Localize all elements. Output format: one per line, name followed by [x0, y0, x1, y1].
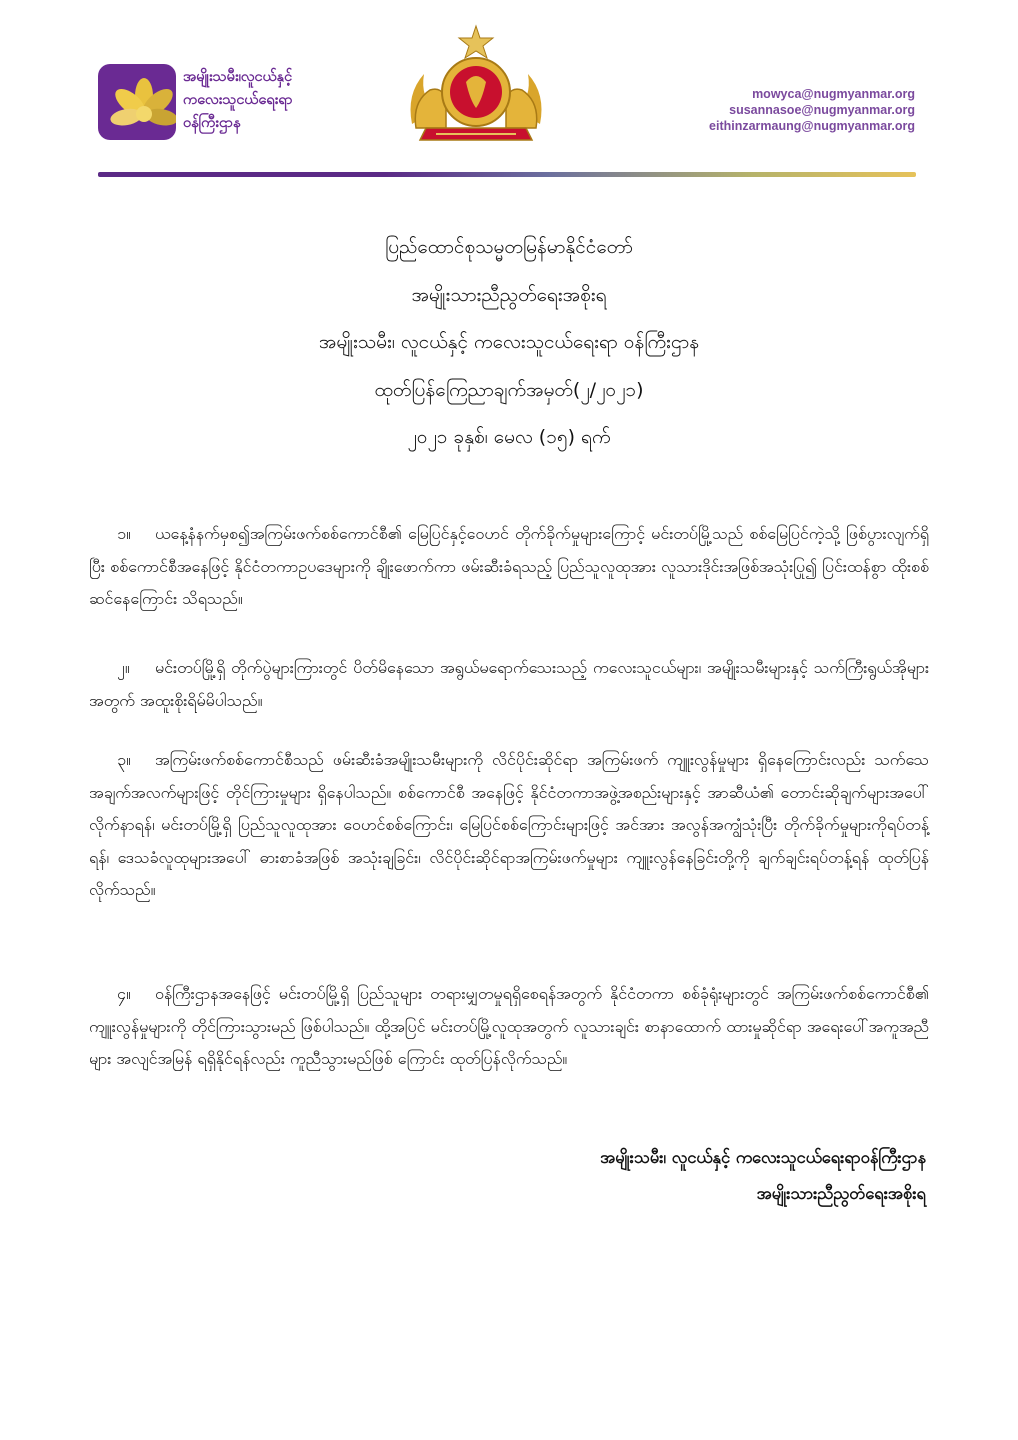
ministry-name	[183, 66, 333, 135]
signature-government: အမျိုးသားညီညွတ်ရေးအစိုးရ	[756, 1184, 926, 1203]
paragraph-2	[89, 652, 929, 717]
paragraph-3	[89, 744, 929, 907]
statement-title-block	[0, 224, 1018, 462]
paragraph-number: ၃။	[117, 750, 131, 769]
header-divider	[98, 172, 916, 177]
state-seal-emblem-icon	[402, 24, 550, 146]
lotus-flower-logo-icon	[98, 64, 176, 140]
email-address: mowyca@nugmyanmar.org	[752, 87, 915, 101]
paragraph-number: ၁။	[117, 524, 131, 543]
paragraph-4	[89, 978, 929, 1076]
signature-block	[600, 1140, 926, 1212]
statement-number: ထုတ်ပြန်ကြေညာချက်အမှတ်(၂/၂၀၂၁)	[374, 378, 644, 401]
email-address: eithinzarmaung@nugmyanmar.org	[709, 119, 915, 133]
paragraph-text: မင်းတပ်မြို့ရှိ တိုက်ပွဲများကြားတွင် ပိတ်မိနေသော အရွယ်မရောက်သေးသည့် ကလေးသူငယ်များ၊ အမျိုးသမီးများနှင့် သက်ကြီးရွယ်အိုများ အတွက် အထူးစိုးရိမ်မိပါသည်။	[89, 658, 929, 710]
government-name: အမျိုးသားညီညွတ်ရေးအစိုးရ	[411, 283, 607, 306]
ministry-name-line: အမျိုးသမီး၊လူငယ်နှင့်	[183, 69, 293, 85]
contact-emails	[709, 86, 915, 134]
ministry-name-line: ဝန်ကြီးဌာန	[183, 115, 241, 131]
paragraph-text: ယနေ့နံနက်မှစ၍အကြမ်းဖက်စစ်ကောင်စီ၏ မြေပြင်နှင့်ဝေဟင် တိုက်ခိုက်မှုများကြောင့် မင်းတပ်မြို့သည် စစ်မြေပြင်ကဲ့သို့ ဖြစ်ပွားလျက်ရှိပြီး စစ်ကောင်စီအနေဖြင့် နိုင်ငံတကာဥပဒေများကို ချိုးဖောက်ကာ ဖမ်းဆီးခံရသည့် ပြည်သူလူထုအား လူသားဒိုင်းအဖြစ်အသုံးပြု၍ ပြင်းထန်စွာ ထိုးစစ်ဆင်နေကြောင်း သိရသည်။	[89, 524, 929, 608]
country-name: ပြည်ထောင်စုသမ္မတမြန်မာနိုင်ငံတော်	[385, 236, 633, 258]
ministry-full-name: အမျိုးသမီး၊ လူငယ်နှင့် ကလေးသူငယ်ရေးရာ ဝန်ကြီးဌာန	[318, 331, 700, 353]
paragraph-number: ၂။	[117, 658, 130, 677]
statement-date: ၂၀၂၁ ခုနှစ်၊ မေလ (၁၅) ရက်	[407, 426, 611, 448]
signature-ministry: အမျိုးသမီး၊ လူငယ်နှင့် ကလေးသူငယ်ရေးရာဝန်ကြီးဌာန	[600, 1148, 926, 1167]
paragraph-1	[89, 518, 929, 616]
ministry-name-line: ကလေးသူငယ်ရေးရာ	[183, 92, 293, 108]
paragraph-number: ၄။	[117, 984, 131, 1003]
paragraph-text: အကြမ်းဖက်စစ်ကောင်စီသည် ဖမ်းဆီးခံအမျိုးသမီးများကို လိင်ပိုင်းဆိုင်ရာ အကြမ်းဖက် ကျူးလွန်မှုများ ရှိနေကြောင်းလည်း သက်သေအချက်အလက်များဖြင့် တိုင်ကြားမှုများ ရှိနေပါသည်။ စစ်ကောင်စီ အနေဖြင့် နိုင်ငံတကာအဖွဲ့အစည်းများနှင့် အာဆီယံ၏ တောင်းဆိုချက်များအပေါ် လိုက်နာရန်၊ မင်းတပ်မြို့ရှိ ပြည်သူလူထုအား ဝေဟင်စစ်ကြောင်း၊ မြေပြင်စစ်ကြောင်းများဖြင့် အင်အား အလွန်အကျွံသုံးပြီး တိုက်ခိုက်မှုများကိုရပ်တန့်ရန်၊ ဒေသခံလူထုများအပေါ် ဓားစာခံအဖြစ် အသုံးချခြင်း၊ လိင်ပိုင်းဆိုင်ရာအကြမ်းဖက်မှုများ ကျူးလွန်နေခြင်းတို့ကို ချက်ချင်းရပ်တန့်ရန် ထုတ်ပြန်လိုက်သည်။	[89, 750, 929, 899]
email-address: susannasoe@nugmyanmar.org	[729, 103, 915, 117]
paragraph-text: ဝန်ကြီးဌာနအနေဖြင့် မင်းတပ်မြို့ရှိ ပြည်သူများ တရားမျှတမှုရရှိစေရန်အတွက် နိုင်ငံတကာ စစ်ခုံရုံးများတွင် အကြမ်းဖက်စစ်ကောင်စီ၏ ကျူးလွန်မှုများကို တိုင်ကြားသွားမည် ဖြစ်ပါသည်။ ထို့အပြင် မင်းတပ်မြို့လူထုအတွက် လူသားချင်း စာနာထောက် ထားမှုဆိုင်ရာ အရေးပေါ်အကူအညီများ အလျင်အမြန် ရရှိနိုင်ရန်လည်း ကူညီသွားမည်ဖြစ် ကြောင်း ထုတ်ပြန်လိုက်သည်။	[89, 984, 929, 1068]
